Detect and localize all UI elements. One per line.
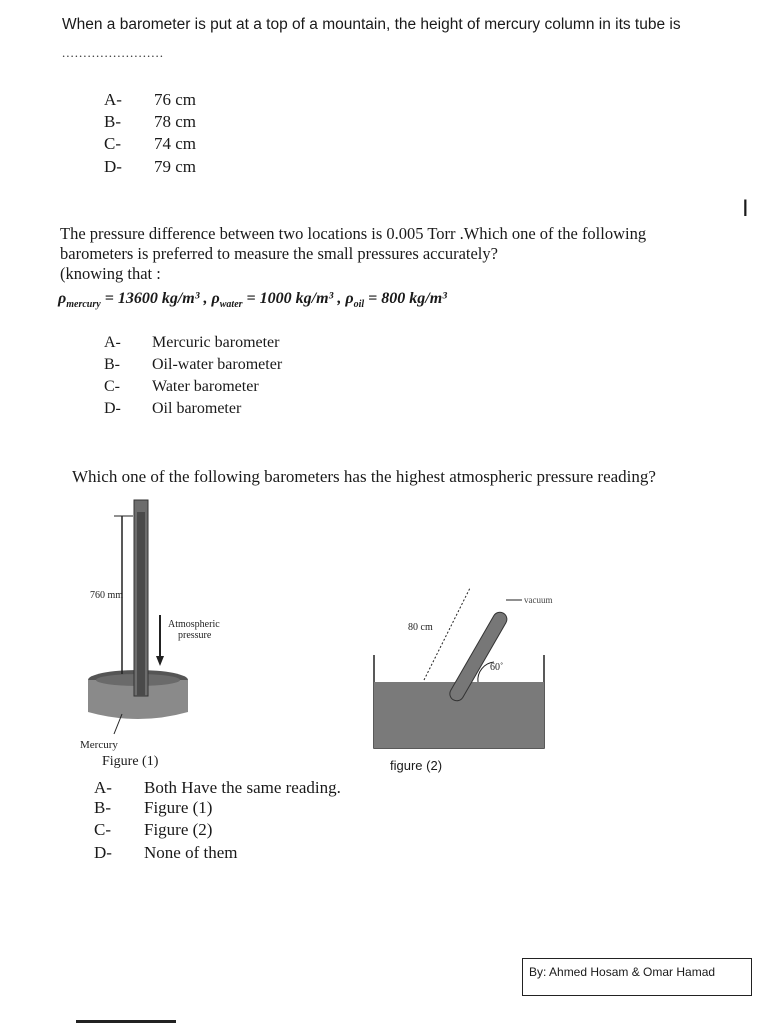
option-text: Figure (2)	[144, 820, 213, 839]
q2-option-c	[104, 378, 259, 396]
atm-label-1: Atmospheric	[168, 619, 220, 630]
option-letter: D-	[104, 400, 121, 417]
question-2-line-1: The pressure difference between two locations is 0.005 Torr .Which one of the following	[60, 224, 647, 243]
option-letter: A-	[104, 90, 122, 109]
mercury-column	[137, 512, 145, 696]
rho-mercury-sub: mercury	[66, 299, 101, 311]
q2-option-a	[104, 334, 279, 352]
length-label: 80 cm	[408, 622, 433, 633]
option-text: Figure (1)	[144, 798, 213, 817]
q1-option-d	[104, 157, 196, 177]
option-letter: C-	[104, 134, 121, 153]
text-cursor-icon: I	[742, 195, 749, 222]
rho-water-sub: water	[219, 299, 243, 311]
q3-option-d	[94, 843, 237, 863]
page-divider	[76, 1020, 176, 1023]
option-letter: B-	[94, 798, 111, 817]
q3-option-a	[94, 778, 341, 798]
option-text: None of them	[144, 843, 238, 862]
q2-option-d	[104, 400, 241, 418]
question-2-text	[60, 224, 646, 284]
option-text: Oil barometer	[152, 400, 242, 417]
vacuum-label: vacuum	[524, 595, 553, 605]
rho-oil-sub: oil	[353, 299, 365, 311]
option-letter: B-	[104, 112, 121, 131]
option-text: Water barometer	[152, 378, 259, 395]
figure-2-caption: figure (2)	[390, 758, 443, 773]
question-2-line-2: barometers is preferred to measure the small pressures accurately?	[60, 244, 498, 263]
option-letter: D-	[104, 157, 122, 176]
q1-option-c	[104, 134, 196, 154]
option-text: Oil-water barometer	[152, 356, 283, 373]
rho-water-value: = 1000 kg/m³ ,	[242, 290, 346, 307]
option-text: Mercuric barometer	[152, 334, 280, 351]
option-text: 78 cm	[154, 112, 197, 131]
question-1-text: When a barometer is put at a top of a mountain, the height of mercury column in its tube is	[62, 16, 681, 33]
q1-option-a	[104, 90, 196, 110]
rho-oil-value: = 800 kg/m³	[364, 290, 447, 307]
figure-1-caption: Figure (1)	[102, 754, 159, 769]
option-letter: A-	[104, 334, 121, 351]
q3-option-b	[94, 798, 212, 818]
question-2-line-3: (knowing that :	[60, 264, 161, 283]
mercury-label: Mercury	[80, 739, 118, 751]
author-credit-box: By: Ahmed Hosam & Omar Hamad	[522, 958, 752, 996]
option-text: 79 cm	[154, 157, 197, 176]
option-letter: A-	[94, 778, 112, 797]
figure-1-mercury-barometer	[76, 490, 306, 770]
option-text: Both Have the same reading.	[144, 778, 341, 797]
q2-option-b	[104, 356, 282, 374]
option-letter: B-	[104, 356, 120, 373]
option-letter: C-	[104, 378, 120, 395]
q1-option-b	[104, 112, 196, 132]
option-letter: D-	[94, 843, 112, 862]
option-text: 76 cm	[154, 90, 197, 109]
option-letter: C-	[94, 820, 111, 839]
height-label: 760 mm	[90, 590, 124, 601]
figure-2-tilted-barometer	[360, 570, 560, 775]
rho-mercury-value: = 13600 kg/m³ ,	[100, 290, 212, 307]
q3-option-c	[94, 820, 212, 840]
question-3-text: Which one of the following barometers has the highest atmospheric pressure reading?	[72, 467, 656, 486]
density-formula: $\rho_{mercury} = 13600$ kg/m³ , $\rho_{water} = 1000$ kg/m³ , $\rho_{oil} = 800$ kg/m³	[58, 290, 447, 311]
angle-label: 60˚	[490, 662, 504, 673]
question-1-blank: ........................	[62, 45, 164, 60]
option-text: 74 cm	[154, 134, 197, 153]
length-arrow	[424, 588, 470, 680]
atm-label-2: pressure	[178, 630, 212, 641]
